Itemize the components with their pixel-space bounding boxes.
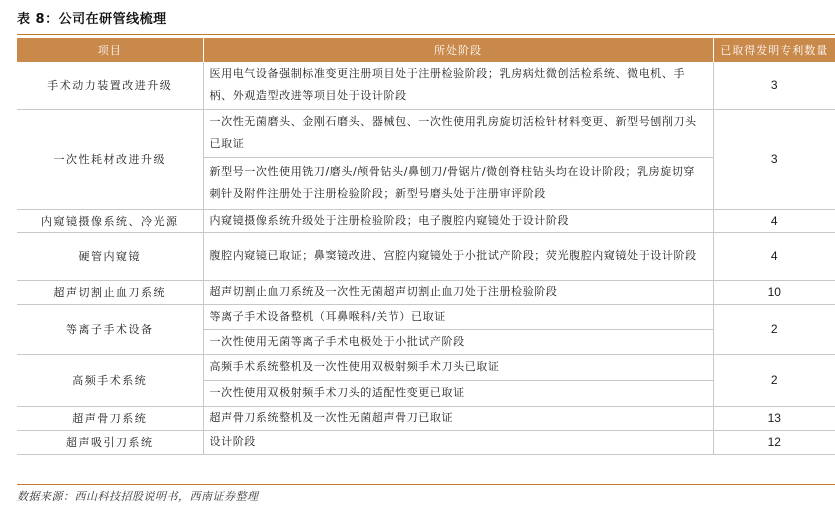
patent-count: 10 <box>713 280 835 304</box>
patent-count: 13 <box>713 406 835 430</box>
project-name: 超声切割止血刀系统 <box>17 280 203 304</box>
stage-text: 一次性无菌磨头、金刚石磨头、器械包、一次性使用乳房旋切活检针材料变更、新型号刨削刀头已取证 <box>203 109 713 157</box>
stage-text: 新型号一次性使用铣刀/磨头/颅骨钻头/鼻刨刀/骨锯片/微创脊柱钻头均在设计阶段；乳房旋切穿刺针及附件注册处于注册检验阶段；新型号磨头处于注册审评阶段 <box>203 157 713 209</box>
header-project: 项目 <box>17 38 203 62</box>
stage-text: 超声切割止血刀系统及一次性无菌超声切割止血刀处于注册检验阶段 <box>203 280 713 304</box>
pipeline-table <box>17 38 835 455</box>
title-divider <box>17 34 835 35</box>
stage-text: 高频手术系统整机及一次性使用双极射频手术刀头已取证 <box>203 354 713 380</box>
table-title: 表 8：公司在研管线梳理 <box>17 12 167 27</box>
table-row <box>17 406 835 430</box>
table-row <box>17 354 835 380</box>
project-name: 硬管内窥镜 <box>17 232 203 280</box>
project-name: 等离子手术设备 <box>17 304 203 354</box>
project-name: 超声吸引刀系统 <box>17 430 203 454</box>
patent-count: 2 <box>713 354 835 406</box>
stage-text: 超声骨刀系统整机及一次性无菌超声骨刀已取证 <box>203 406 713 430</box>
stage-text: 一次性使用无菌等离子手术电极处于小批试产阶段 <box>203 329 713 354</box>
patent-count: 12 <box>713 430 835 454</box>
header-stage: 所处阶段 <box>203 38 713 62</box>
project-name: 一次性耗材改进升级 <box>17 109 203 209</box>
stage-text: 内窥镜摄像系统升级处于注册检验阶段；电子腹腔内窥镜处于设计阶段 <box>203 209 713 232</box>
table-row <box>17 209 835 232</box>
project-name: 高频手术系统 <box>17 354 203 406</box>
header-patent-count: 已取得发明专利数量 <box>713 38 835 62</box>
patent-count: 4 <box>713 209 835 232</box>
patent-count: 4 <box>713 232 835 280</box>
patent-count: 2 <box>713 304 835 354</box>
table-row <box>17 232 835 280</box>
table-header-row <box>17 38 835 62</box>
project-name: 手术动力装置改进升级 <box>17 62 203 109</box>
project-name: 内窥镜摄像系统、冷光源 <box>17 209 203 232</box>
source-divider <box>17 484 835 485</box>
table-row <box>17 62 835 109</box>
stage-text: 等离子手术设备整机（耳鼻喉科/关节）已取证 <box>203 304 713 329</box>
stage-text: 设计阶段 <box>203 430 713 454</box>
table-row <box>17 304 835 329</box>
patent-count: 3 <box>713 109 835 209</box>
stage-text: 腹腔内窥镜已取证；鼻窦镜改进、宫腔内窥镜处于小批试产阶段；荧光腹腔内窥镜处于设计阶段 <box>203 232 713 280</box>
table-row <box>17 109 835 157</box>
project-name: 超声骨刀系统 <box>17 406 203 430</box>
stage-text: 一次性使用双极射频手术刀头的适配性变更已取证 <box>203 380 713 406</box>
table-row <box>17 430 835 454</box>
table-row <box>17 280 835 304</box>
patent-count: 3 <box>713 62 835 109</box>
data-source-note: 数据来源：西山科技招股说明书，西南证券整理 <box>17 490 259 503</box>
stage-text: 医用电气设备强制标准变更注册项目处于注册检验阶段；乳房病灶微创活检系统、微电机、手柄、外观造型改进等项目处于设计阶段 <box>203 62 713 109</box>
